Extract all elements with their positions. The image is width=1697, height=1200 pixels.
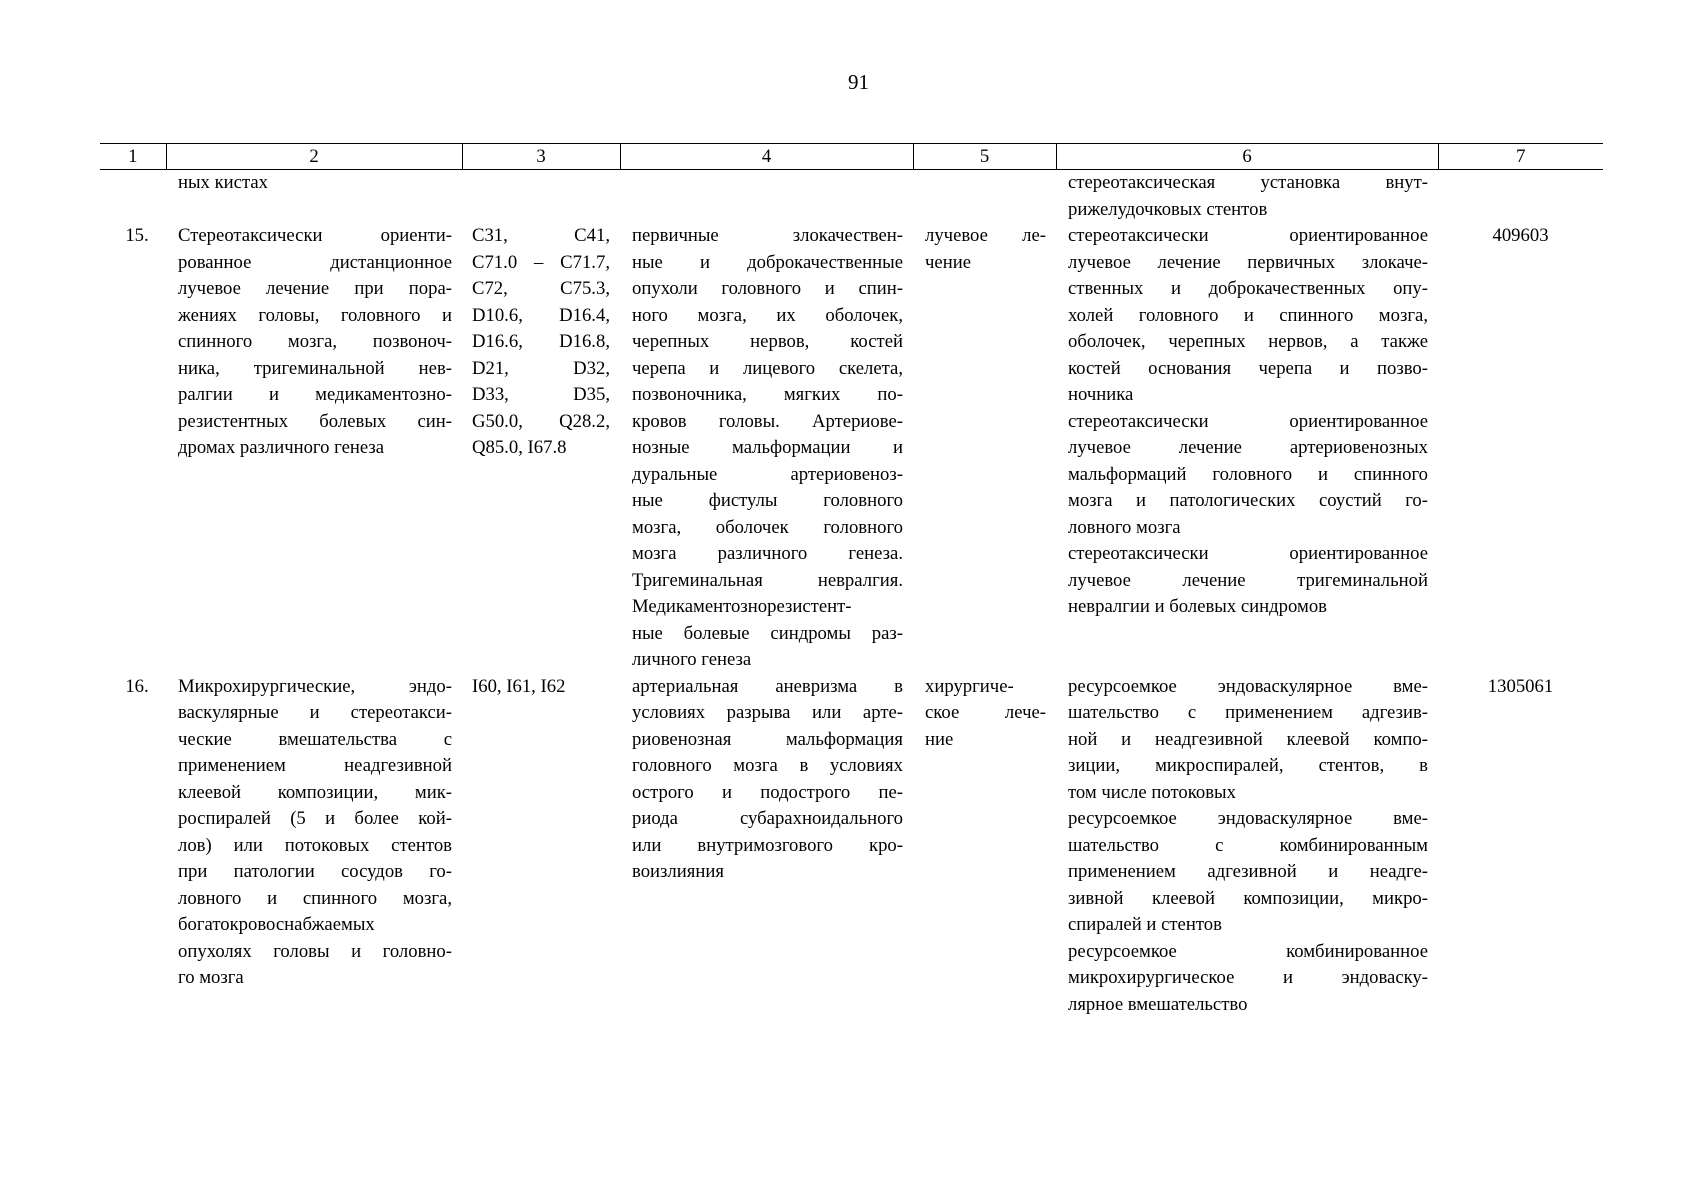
text-line: ные фистулы головного <box>632 490 903 511</box>
text-line: ные и доброкачественные <box>632 251 903 273</box>
text-line: Стереотаксически ориенти- <box>178 225 452 246</box>
text-line: первичные злокачествен- <box>632 225 903 246</box>
text-line: лучевое ле- <box>925 225 1046 246</box>
text-line: D33, D35, <box>472 384 610 405</box>
column-header: 2 <box>166 144 462 170</box>
text-line: при патологии сосудов го- <box>178 861 452 882</box>
cell-empty <box>1438 170 1603 224</box>
text-line: опухоли головного и спин- <box>632 278 903 299</box>
text-line: рижелудочковых стентов <box>1068 198 1268 220</box>
text-line: ское лече- <box>925 702 1046 723</box>
text-line: резистентных болевых син- <box>178 410 452 432</box>
text-line: применением неадгезивной <box>178 755 452 776</box>
text-line: Q85.0, I67.8 <box>472 437 567 458</box>
text-line: личного генеза <box>632 649 752 670</box>
page-number: 91 <box>848 70 869 94</box>
column-header: 7 <box>1438 144 1603 170</box>
treatment-method-cell <box>1056 223 1438 674</box>
text-line: лов) или потоковых стентов <box>178 834 452 856</box>
cell-empty <box>100 170 166 224</box>
text-line: артериальная аневризма в <box>632 675 903 697</box>
row-number: 15. <box>125 225 149 246</box>
text-line: дуральные артериовеноз- <box>632 463 903 485</box>
text-line: шательство с комбинированным <box>1068 834 1428 856</box>
continuation-name-cell <box>166 170 462 224</box>
text-line: микрохирургическое и эндоваску- <box>1068 967 1428 988</box>
text-line: лярное вмешательство <box>1068 993 1248 1015</box>
service-name-cell <box>166 674 462 1019</box>
treatment-method-cell <box>1056 674 1438 1019</box>
text-line: рованное дистанционное <box>178 251 452 273</box>
cell-empty <box>462 170 620 224</box>
text-line: ловного мозга <box>1068 516 1181 538</box>
text-line: G50.0, Q28.2, <box>472 410 610 432</box>
text-line: D16.6, D16.8, <box>472 331 610 352</box>
text-line: невралгии и болевых синдромов <box>1068 596 1328 617</box>
text-line: ловного и спинного мозга, <box>178 887 452 909</box>
text-line: ного мозга, их оболочек, <box>632 304 903 326</box>
text-line: богатокровоснабжаемых <box>178 914 375 935</box>
treatment-type-cell <box>913 223 1056 674</box>
service-name-cell <box>166 223 462 674</box>
text-line: лучевое лечение артериовенозных <box>1068 437 1428 458</box>
text-line: стереотаксически ориентированное <box>1068 225 1428 246</box>
text-line: риовенозная мальформация <box>632 728 903 750</box>
text-line: черепа и лицевого скелета, <box>632 357 903 379</box>
treatment-type-cell <box>913 674 1056 1019</box>
text-line: применением адгезивной и неадге- <box>1068 861 1428 882</box>
services-table <box>100 143 1603 1018</box>
text-line: мозга и патологических соустий го- <box>1068 490 1428 511</box>
text-line: зиции, микроспиралей, стентов, в <box>1068 755 1428 776</box>
text-line: головного мозга в условиях <box>632 755 903 776</box>
text-line: лучевое лечение при пора- <box>178 278 452 299</box>
text-line: нозные мальформации и <box>632 437 903 458</box>
column-header: 4 <box>620 144 913 170</box>
table-row <box>100 223 1603 674</box>
text-line: костей основания черепа и позво- <box>1068 357 1428 379</box>
icd-codes-cell <box>462 223 620 674</box>
text-line: зивной клеевой композиции, микро- <box>1068 887 1428 909</box>
column-header: 5 <box>913 144 1056 170</box>
text-line: Микрохирургические, эндо- <box>178 675 452 697</box>
text-line: стереотаксически ориентированное <box>1068 410 1428 432</box>
text-line: C72, C75.3, <box>472 278 610 299</box>
text-line: ночника <box>1068 384 1134 405</box>
text-line: Тригеминальная невралгия. <box>632 569 903 591</box>
text-line: холей головного и спинного мозга, <box>1068 304 1428 326</box>
text-line: ника, тригеминальной нев- <box>178 357 452 379</box>
column-number-header <box>100 144 1603 170</box>
text-line: ных кистах <box>178 172 268 193</box>
text-line: том числе потоковых <box>1068 781 1236 803</box>
text-line: Медикаментознорезистент- <box>632 596 852 617</box>
text-line: стереотаксическая установка внут- <box>1068 172 1428 193</box>
text-line: черепных нервов, костей <box>632 331 903 352</box>
text-line: ресурсоемкое эндоваскулярное вме- <box>1068 675 1428 697</box>
cell-empty <box>620 170 913 224</box>
cost-cell: 1305061 <box>1487 675 1554 697</box>
text-line: C31, C41, <box>472 225 610 246</box>
text-line: дромах различного генеза <box>178 437 385 458</box>
text-line: васкулярные и стереотакси- <box>178 702 452 723</box>
cost-cell: 409603 <box>1492 225 1549 246</box>
row-number: 16. <box>125 675 149 697</box>
text-line: спинного мозга, позвоноч- <box>178 331 452 352</box>
text-line: I60, I61, I62 <box>472 675 566 697</box>
continuation-row <box>100 170 1603 224</box>
text-line: воизлияния <box>632 861 724 882</box>
text-line: мозга различного генеза. <box>632 543 903 564</box>
text-line: чение <box>925 251 971 273</box>
text-line: хирургиче- <box>925 675 1014 697</box>
text-line: мозга, оболочек головного <box>632 516 903 538</box>
text-line: кровов головы. Артериове- <box>632 410 903 432</box>
text-line: опухолях головы и головно- <box>178 940 452 962</box>
column-header: 3 <box>462 144 620 170</box>
patient-model-cell <box>620 223 913 674</box>
patient-model-cell <box>620 674 913 1019</box>
text-line: ственных и доброкачественных опу- <box>1068 278 1428 299</box>
text-line: позвоночника, мягких по- <box>632 384 903 405</box>
text-line: роспиралей (5 и более кой- <box>178 808 452 829</box>
text-line: мальформаций головного и спинного <box>1068 463 1428 485</box>
text-line: ные болевые синдромы раз- <box>632 622 903 644</box>
text-line: го мозга <box>178 967 244 988</box>
text-line: D10.6, D16.4, <box>472 304 610 326</box>
text-line: условиях разрыва или арте- <box>632 702 903 723</box>
text-line: острого и подострого пе- <box>632 781 903 803</box>
text-line: ной и неадгезивной клеевой компо- <box>1068 728 1428 750</box>
text-line: ресурсоемкое комбинированное <box>1068 940 1428 962</box>
continuation-methods-cell <box>1056 170 1438 224</box>
text-line: ралгии и медикаментозно- <box>178 384 452 405</box>
cell-empty <box>913 170 1056 224</box>
column-header: 6 <box>1056 144 1438 170</box>
text-line: стереотаксически ориентированное <box>1068 543 1428 564</box>
text-line: ресурсоемкое эндоваскулярное вме- <box>1068 808 1428 829</box>
text-line: лучевое лечение тригеминальной <box>1068 569 1428 591</box>
text-line: жениях головы, головного и <box>178 304 452 326</box>
text-line: оболочек, черепных нервов, а также <box>1068 331 1428 352</box>
column-header: 1 <box>100 144 166 170</box>
text-line: ние <box>925 728 954 750</box>
text-line: D21, D32, <box>472 357 610 379</box>
text-line: лучевое лечение первичных злокаче- <box>1068 251 1428 273</box>
text-line: клеевой композиции, мик- <box>178 781 452 803</box>
icd-codes-cell <box>462 674 620 1019</box>
table-row <box>100 674 1603 1019</box>
text-line: или внутримозгового кро- <box>632 834 903 856</box>
text-line: спиралей и стентов <box>1068 914 1222 935</box>
text-line: шательство с применением адгезив- <box>1068 702 1428 723</box>
text-line: риода субарахноидального <box>632 808 903 829</box>
text-line: C71.0 – C71.7, <box>472 251 610 273</box>
text-line: ческие вмешательства с <box>178 728 452 750</box>
